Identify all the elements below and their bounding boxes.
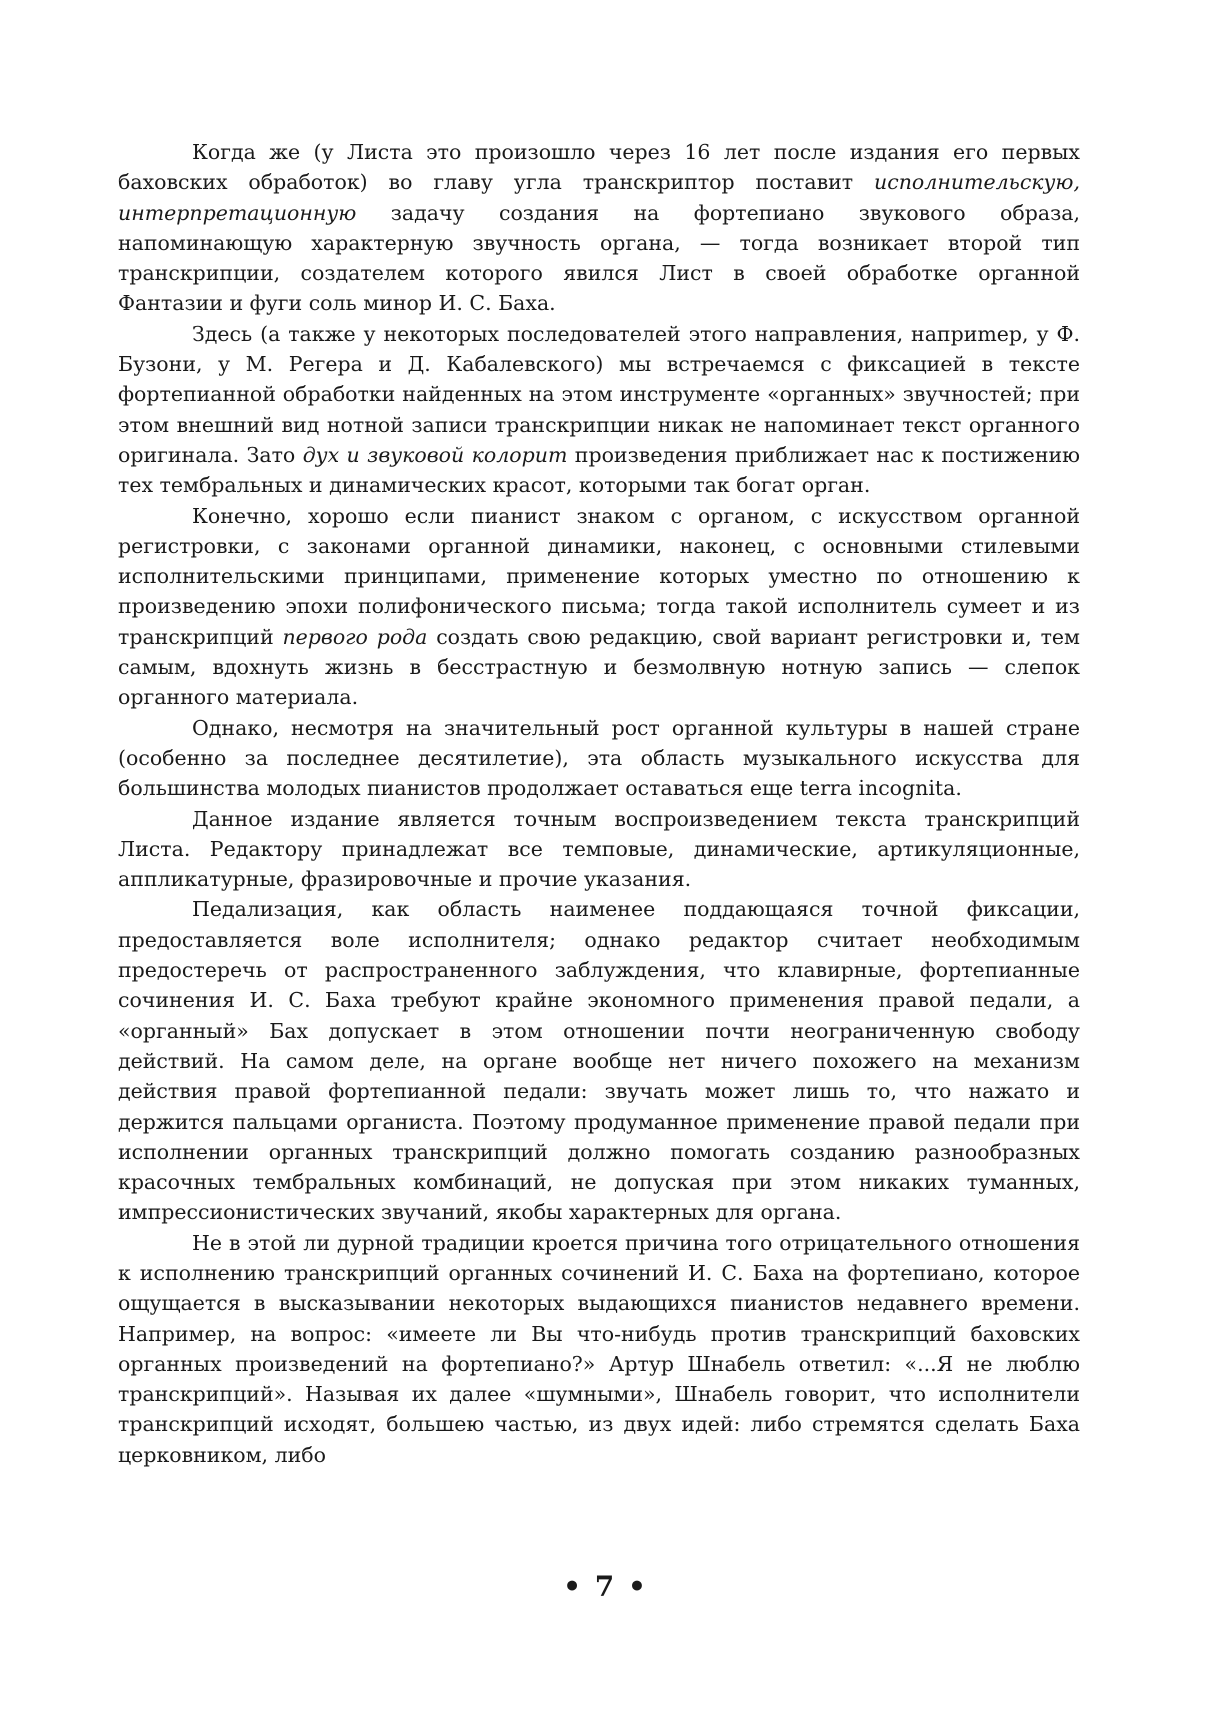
text-run: Здесь (а также у некоторых последователей этого направления, наприmер, у Ф. Бузони, у М. Регера и Д. Кабалевского) мы встречаемся с фиксацией в тексте фортепианной обработки найденных на этом инструменте «органных» звучностей; при этом внешний вид нотной записи транскрипции никак не напоминает текст органного оригинала. Зато xyxy=(118,321,1080,467)
paragraph xyxy=(118,319,1080,501)
text-run: Конечно, хорошо если пианист знаком с органом, с искусством органной регистровки, с законами органной динамики, наконец, с основными стилевыми исполнительскими принципами, применение которых уместно по отношению к произведению эпохи полифонического письма; тогда такой исполнитель сумеет и из транскрипций xyxy=(118,503,1080,649)
text-run: Не в этой ли дурной традиции кроется причина того отрицательного отношения к исполнению транскрипций органных сочинений И. С. Баха на фортепиано, которое ощущается в высказывании некоторых выдающихся пианистов недавнего времени. Например, на вопрос: «имеете ли Вы что-нибудь против транскрипций баховских органных произведений на фортепиано?» Артур Шнабель ответил: «...Я не люблю транскрипций». Называя их далее «шумными», Шнабель говорит, что исполнители транскрипций исходят, большею частью, из двух идей: либо стремятся сделать Баха церковником, либо xyxy=(118,1230,1080,1467)
text-run: Однако, несмотря на значительный рост органной культуры в нашей стране (особенно за последнее десятилетие), эта область музыкального искусства для большинства молодых пианистов продолжает оставаться еще terra incognita. xyxy=(118,715,1080,801)
page-number: • 7 • xyxy=(563,1570,648,1603)
text-run: Данное издание является точным воспроизведением текста транскрипций Листа. Редактору принадлежат все темповые, динамические, артикуляционные, аппликатурные, фразировочные и прочие указания. xyxy=(118,806,1080,892)
paragraph xyxy=(118,1228,1080,1470)
body-text xyxy=(118,137,1080,1470)
italic-text: первого рода xyxy=(282,624,428,649)
text-run: задачу создания на фортепиано звукового образа, напоминающую характерную звучность органа, — тогда возникает второй тип транскрипции, создателем которого явился Лист в своей обработке органной Фантазии и фуги соль минор И. С. Баха. xyxy=(118,200,1080,316)
text-run: произведения приближает нас к постижению тех тембральных и динамических красот, которыми так богат орган. xyxy=(118,442,1080,498)
italic-text: дух и звуковой колорит xyxy=(302,442,568,467)
text-run: Педализация, как область наименее поддающаяся точной фиксации, предоставляется воле исполнителя; однако редактор считает необходимым предостеречь от распространенного заблуждения, что клавирные, фортепианные сочинения И. С. Баха требуют крайне экономного применения правой педали, а «органный» Бах допускает в этом отношении почти неограниченную свободу действий. На самом деле, на органе вообще нет ничего похожего на механизм действия правой фортепианной педали: звучать может лишь то, что нажато и держится пальцами органиста. Поэтому продуманное применение правой педали при исполнении органных транскрипций должно помогать созданию разнообразных красочных тембральных комбинаций, не допуская при этом никаких туманных, импрессионистических звучаний, якобы характерных для органа. xyxy=(118,897,1080,1225)
paragraph xyxy=(118,713,1080,804)
text-run: Когда же (у Листа это произошло через 16 лет после издания его первых баховских обработок) во главу угла транскриптор поставит xyxy=(118,140,1080,195)
italic-text: исполнительскую, интерпретационную xyxy=(118,170,1080,225)
paragraph xyxy=(118,137,1080,319)
paragraph xyxy=(118,894,1080,1227)
paragraph xyxy=(118,501,1080,713)
paragraph xyxy=(118,804,1080,895)
text-run: создать свою редакцию, свой вариант регистровки и, тем самым, вдохнуть жизнь в бесстрастную и безмолвную нотную запись — слепок органного материала. xyxy=(118,624,1080,710)
